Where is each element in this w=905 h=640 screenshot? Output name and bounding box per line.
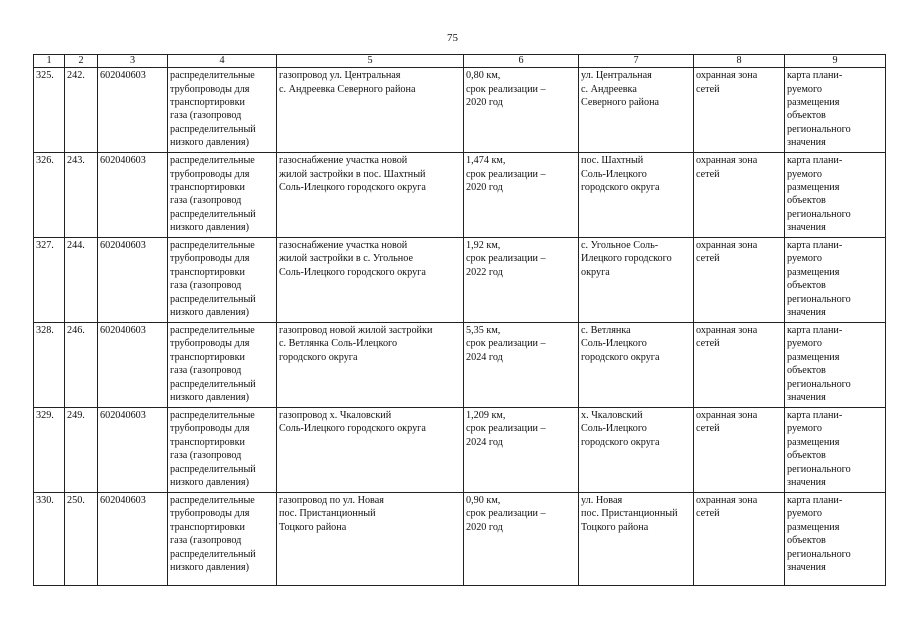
row-number-cell: 326. — [34, 153, 65, 238]
object-parameters-cell: 5,35 км, срок реализации – 2024 год — [464, 323, 579, 408]
object-code-cell: 602040603 — [98, 238, 168, 323]
row-number-cell: 327. — [34, 238, 65, 323]
page-number: 75 — [447, 32, 458, 44]
object-name-cell: газопровод новой жилой застройки с. Ветлянка Соль-Илецкого городского округа — [277, 323, 464, 408]
object-parameters-cell: 1,209 км, срок реализации – 2024 год — [464, 407, 579, 492]
item-number-cell: 244. — [65, 238, 98, 323]
column-header: 2 — [65, 55, 98, 68]
map-reference-cell: карта плани- руемого размещения объектов регионального значения — [785, 407, 886, 492]
column-header: 7 — [579, 55, 694, 68]
zone-cell: охранная зона сетей — [694, 68, 785, 153]
object-parameters-cell: 1,92 км, срок реализации – 2022 год — [464, 238, 579, 323]
object-name-cell: газопровод х. Чкаловский Соль-Илецкого городского округа — [277, 407, 464, 492]
table-row — [34, 153, 886, 238]
table-row — [34, 238, 886, 323]
object-name-cell: газоснабжение участка новой жилой застройки в пос. Шахтный Соль-Илецкого городского округа — [277, 153, 464, 238]
map-reference-cell: карта плани- руемого размещения объектов регионального значения — [785, 238, 886, 323]
table-row — [34, 68, 886, 153]
object-type-cell: распределительные трубопроводы для транспортировки газа (газопровод распределительный низкого давления) — [168, 238, 277, 323]
row-number-cell: 328. — [34, 323, 65, 408]
object-code-cell: 602040603 — [98, 492, 168, 585]
object-code-cell: 602040603 — [98, 153, 168, 238]
object-type-cell: распределительные трубопроводы для транспортировки газа (газопровод распределительный низкого давления) — [168, 68, 277, 153]
object-name-cell: газопровод по ул. Новая пос. Пристанционный Тоцкого района — [277, 492, 464, 585]
object-type-cell: распределительные трубопроводы для транспортировки газа (газопровод распределительный низкого давления) — [168, 323, 277, 408]
object-location-cell: с. Ветлянка Соль-Илецкого городского округа — [579, 323, 694, 408]
column-header: 3 — [98, 55, 168, 68]
item-number-cell: 246. — [65, 323, 98, 408]
item-number-cell: 249. — [65, 407, 98, 492]
object-name-cell: газоснабжение участка новой жилой застройки в с. Угольное Соль-Илецкого городского округа — [277, 238, 464, 323]
table-row — [34, 323, 886, 408]
object-name-cell: газопровод ул. Центральная с. Андреевка Северного района — [277, 68, 464, 153]
table-row — [34, 407, 886, 492]
row-number-cell: 330. — [34, 492, 65, 585]
column-header: 4 — [168, 55, 277, 68]
object-code-cell: 602040603 — [98, 68, 168, 153]
zone-cell: охранная зона сетей — [694, 492, 785, 585]
object-parameters-cell: 1,474 км, срок реализации – 2020 год — [464, 153, 579, 238]
object-location-cell: пос. Шахтный Соль-Илецкого городского округа — [579, 153, 694, 238]
column-header: 9 — [785, 55, 886, 68]
object-type-cell: распределительные трубопроводы для транспортировки газа (газопровод распределительный низкого давления) — [168, 407, 277, 492]
object-parameters-cell: 0,90 км, срок реализации – 2020 год — [464, 492, 579, 585]
object-parameters-cell: 0,80 км, срок реализации – 2020 год — [464, 68, 579, 153]
item-number-cell: 242. — [65, 68, 98, 153]
object-location-cell: ул. Центральная с. Андреевка Северного района — [579, 68, 694, 153]
zone-cell: охранная зона сетей — [694, 407, 785, 492]
object-location-cell: с. Угольное Соль- Илецкого городского округа — [579, 238, 694, 323]
column-header: 5 — [277, 55, 464, 68]
object-type-cell: распределительные трубопроводы для транспортировки газа (газопровод распределительный низкого давления) — [168, 153, 277, 238]
map-reference-cell: карта плани- руемого размещения объектов регионального значения — [785, 492, 886, 585]
object-location-cell: х. Чкаловский Соль-Илецкого городского округа — [579, 407, 694, 492]
object-code-cell: 602040603 — [98, 407, 168, 492]
row-number-cell: 325. — [34, 68, 65, 153]
table-row — [34, 492, 886, 585]
map-reference-cell: карта плани- руемого размещения объектов регионального значения — [785, 153, 886, 238]
column-header: 1 — [34, 55, 65, 68]
item-number-cell: 243. — [65, 153, 98, 238]
column-header-row — [34, 55, 886, 68]
zone-cell: охранная зона сетей — [694, 323, 785, 408]
object-code-cell: 602040603 — [98, 323, 168, 408]
object-type-cell: распределительные трубопроводы для транспортировки газа (газопровод распределительный низкого давления) — [168, 492, 277, 585]
column-header: 8 — [694, 55, 785, 68]
column-header: 6 — [464, 55, 579, 68]
map-reference-cell: карта плани- руемого размещения объектов регионального значения — [785, 323, 886, 408]
map-reference-cell: карта плани- руемого размещения объектов регионального значения — [785, 68, 886, 153]
item-number-cell: 250. — [65, 492, 98, 585]
zone-cell: охранная зона сетей — [694, 238, 785, 323]
object-location-cell: ул. Новая пос. Пристанционный Тоцкого района — [579, 492, 694, 585]
zone-cell: охранная зона сетей — [694, 153, 785, 238]
document-table — [33, 54, 886, 586]
row-number-cell: 329. — [34, 407, 65, 492]
